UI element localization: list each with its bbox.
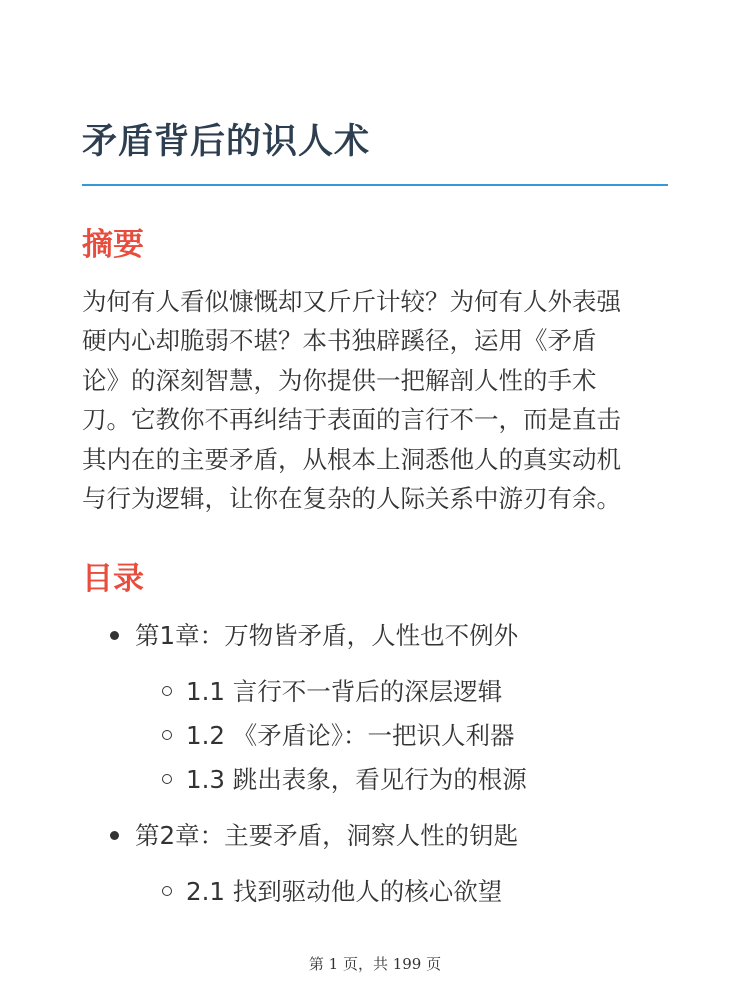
bullet-disc-icon — [110, 831, 119, 840]
bullet-circle-icon — [162, 886, 172, 896]
bullet-disc-icon — [110, 631, 119, 640]
page-footer: 第 1 页，共 199 页 — [308, 955, 442, 973]
bullet-circle-icon — [162, 686, 172, 696]
toc-chapter-1 — [110, 621, 518, 651]
abstract-line: 硬内心却脆弱不堪？本书独辟蹊径，运用《矛盾 — [82, 326, 597, 356]
abstract-line: 论》的深刻智慧，为你提供一把解剖人性的手术 — [82, 365, 597, 395]
book-title: 矛盾背后的识人术 — [82, 122, 371, 162]
title-divider — [82, 184, 668, 186]
abstract-line: 为何有人看似慷慨却又斤斤计较？为何有人外表强 — [82, 287, 621, 316]
toc-section-1-3 — [162, 765, 527, 795]
toc-heading: 目录 — [82, 561, 144, 597]
toc-section-label: 2.1 找到驱动他人的核心欲望 — [186, 877, 503, 906]
bullet-circle-icon — [162, 774, 172, 784]
toc-chapter-label: 第1章：万物皆矛盾，人性也不例外 — [135, 621, 519, 650]
toc-section-1-2 — [162, 721, 515, 751]
abstract-line: 其内在的主要矛盾，从根本上洞悉他人的真实动机 — [82, 444, 621, 474]
toc-chapter-2 — [110, 821, 518, 851]
toc-chapter-label: 第2章：主要矛盾，洞察人性的钥匙 — [135, 821, 519, 850]
toc-section-2-1 — [162, 877, 502, 907]
abstract-line: 与行为逻辑，让你在复杂的人际关系中游刃有余。 — [82, 484, 621, 514]
toc-section-1-1 — [162, 677, 502, 707]
abstract-paragraph — [82, 282, 672, 518]
abstract-heading: 摘要 — [82, 227, 144, 263]
toc-section-label: 1.1 言行不一背后的深层逻辑 — [186, 677, 503, 706]
bullet-circle-icon — [162, 730, 172, 740]
toc-section-label: 1.2 《矛盾论》：一把识人利器 — [186, 721, 515, 750]
abstract-line: 刀。它教你不再纠结于表面的言行不一，而是直击 — [82, 405, 621, 435]
toc-section-label: 1.3 跳出表象，看见行为的根源 — [186, 765, 527, 794]
